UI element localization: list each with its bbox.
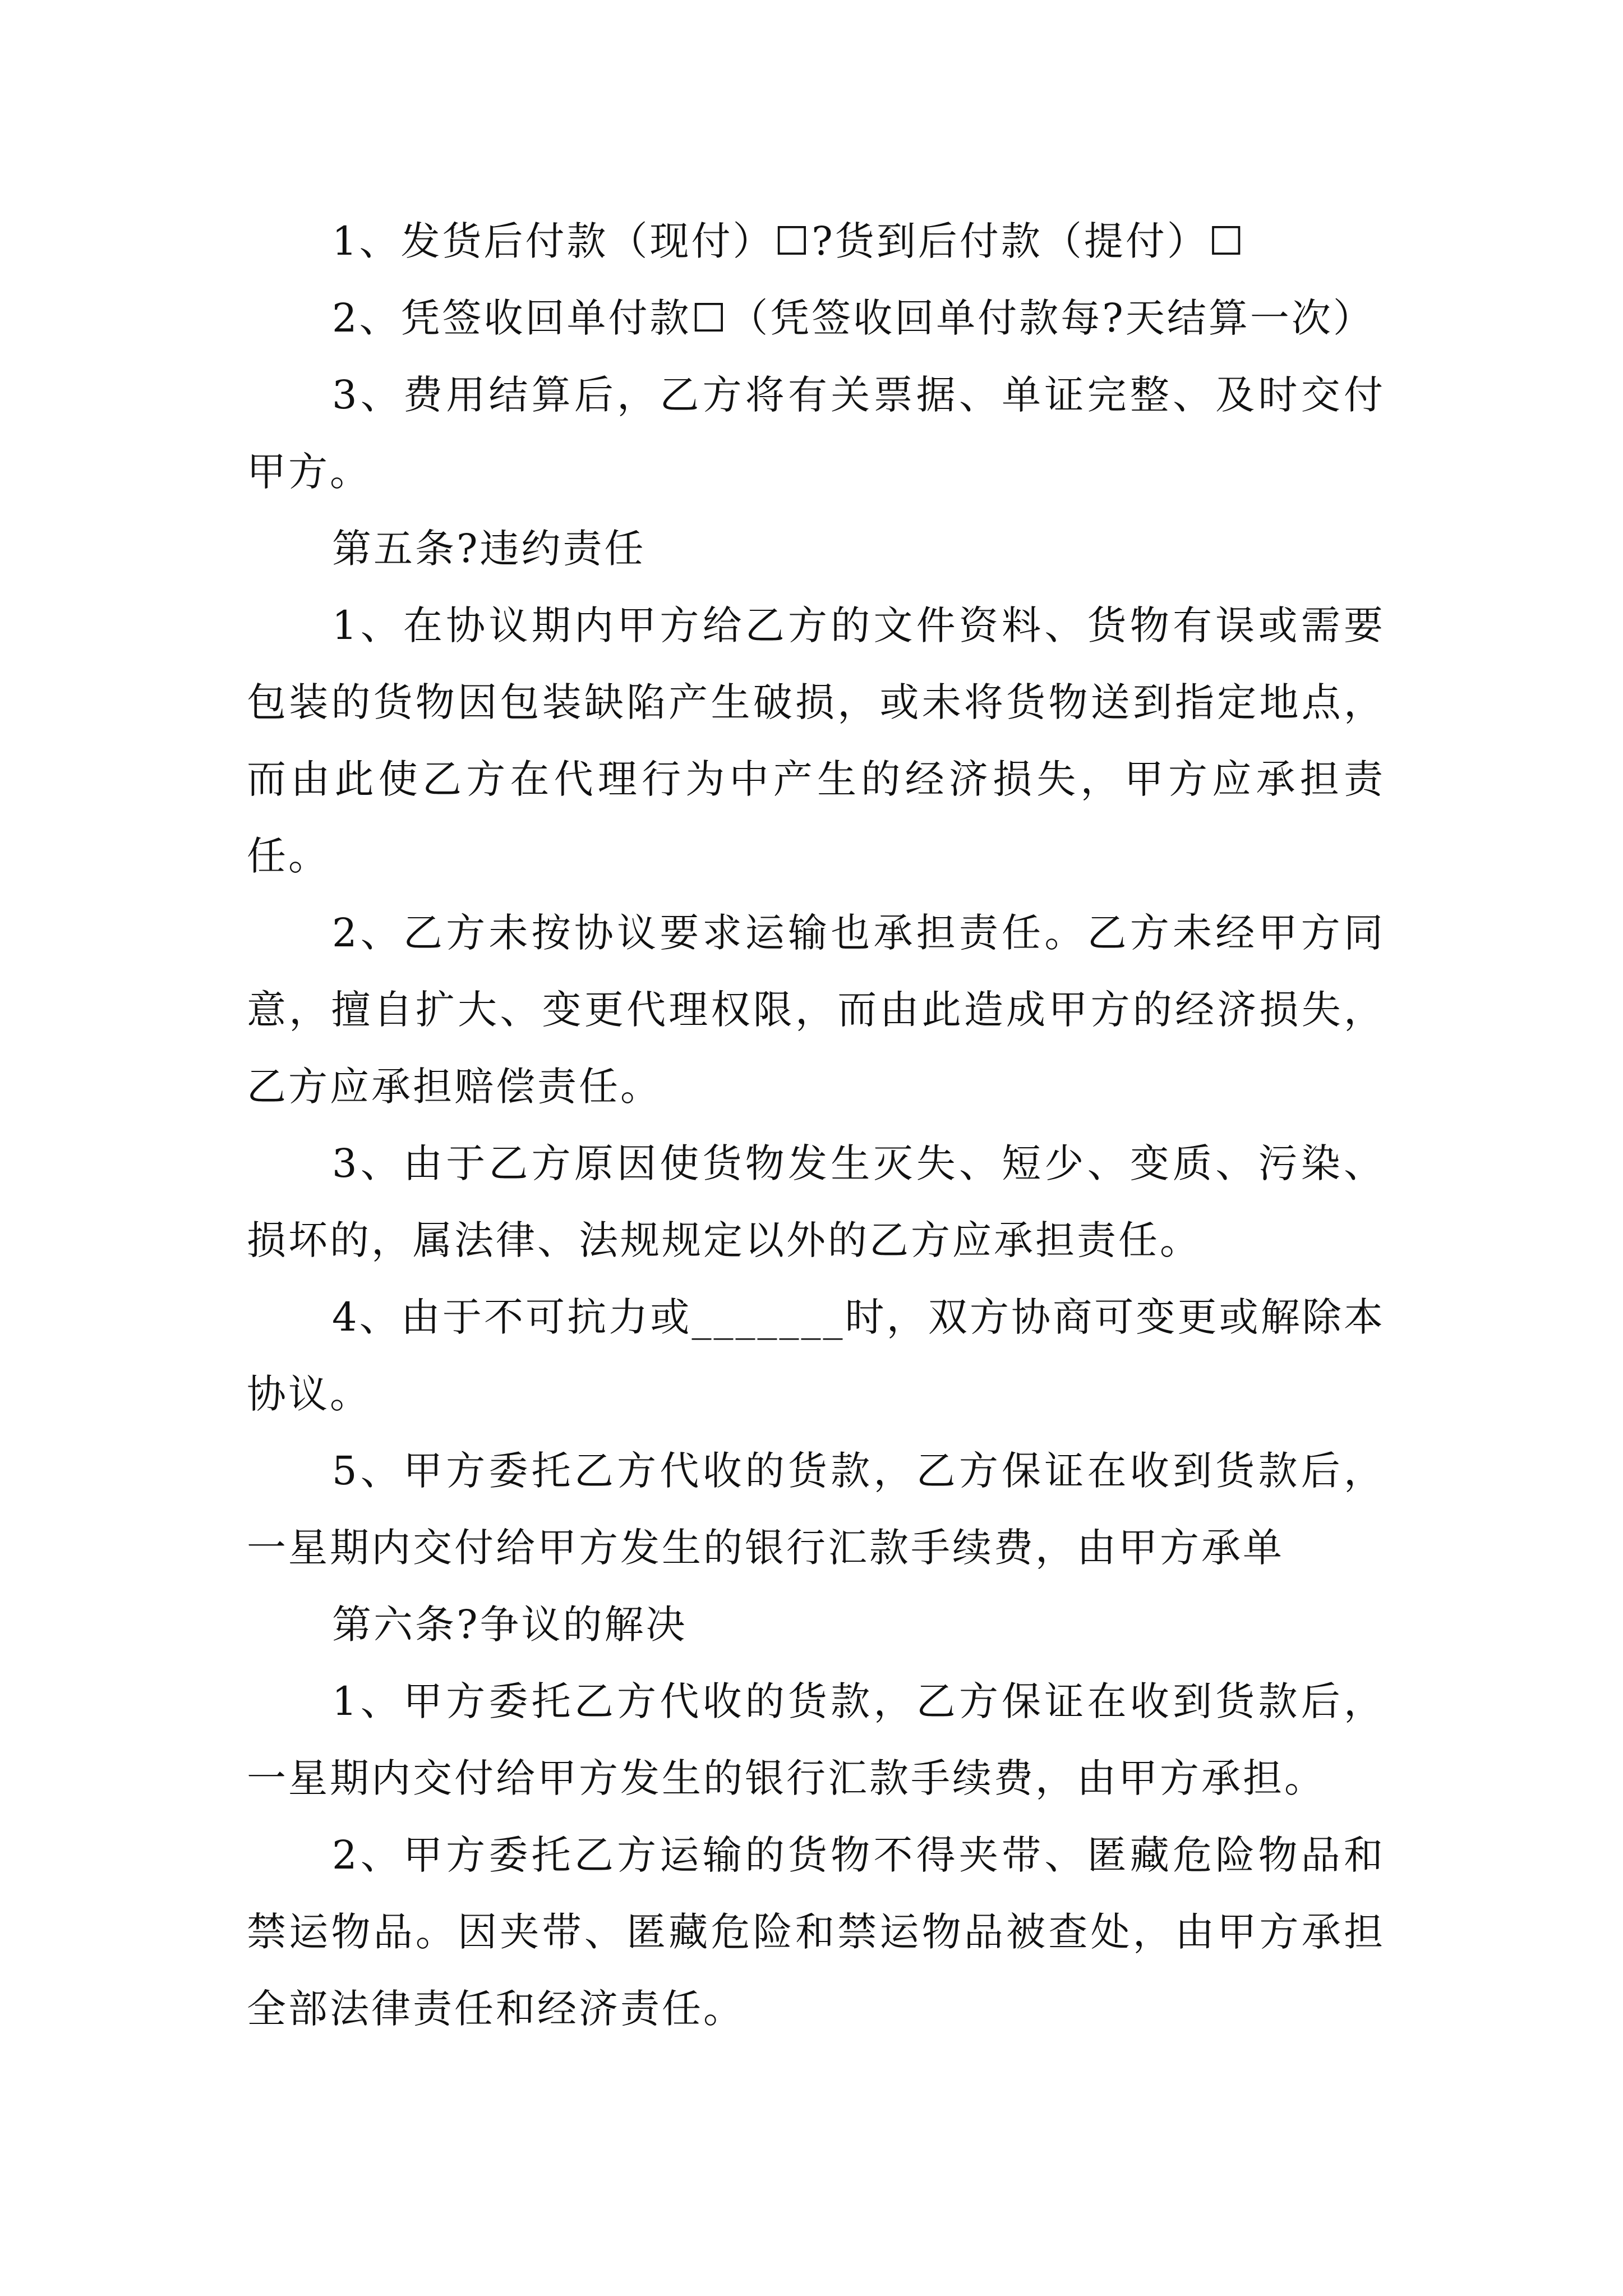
section-heading-breach: 第五条?违约责任 [332,526,646,572]
document-body [247,203,1385,2047]
payment-option-paragraph: 1、发货后付款（现付）☐?货到后付款（提付）☐ [332,218,1246,264]
receipt-payment-paragraph: 2、凭签收回单付款☐（凭签收回单付款每?天结算一次） [332,295,1375,341]
breach-clause-4: 4、由于不可抗力或_______时，双方协商可变更或解除本协议。 [247,1294,1385,1417]
dispute-clause-1: 1、甲方委托乙方代收的货款，乙方保证在收到货款后，一星期内交付给甲方发生的银行汇款手续费，由甲方承担。 [247,1678,1385,1801]
section-heading-dispute: 第六条?争议的解决 [332,1602,688,1648]
breach-clause-1: 1、在协议期内甲方给乙方的文件资料、货物有误或需要包装的货物因包装缺陷产生破损，或未将货物送到指定地点，而由此使乙方在代理行为中产生的经济损失，甲方应承担责任。 [247,602,1385,879]
breach-clause-3: 3、由于乙方原因使货物发生灭失、短少、变质、污染、损坏的，属法律、法规规定以外的乙方应承担责任。 [247,1140,1385,1263]
breach-clause-5: 5、甲方委托乙方代收的货款，乙方保证在收到货款后，一星期内交付给甲方发生的银行汇款手续费，由甲方承单 [247,1448,1385,1571]
dispute-clause-2: 2、甲方委托乙方运输的货物不得夹带、匿藏危险物品和禁运物品。因夹带、匿藏危险和禁运物品被查处，由甲方承担全部法律责任和经济责任。 [247,1832,1385,2032]
breach-clause-2: 2、乙方未按协议要求运输也承担责任。乙方未经甲方同意，擅自扩大、变更代理权限，而由此造成甲方的经济损失，乙方应承担赔偿责任。 [247,910,1385,1110]
settlement-paragraph: 3、费用结算后，乙方将有关票据、单证完整、及时交付甲方。 [247,372,1385,495]
